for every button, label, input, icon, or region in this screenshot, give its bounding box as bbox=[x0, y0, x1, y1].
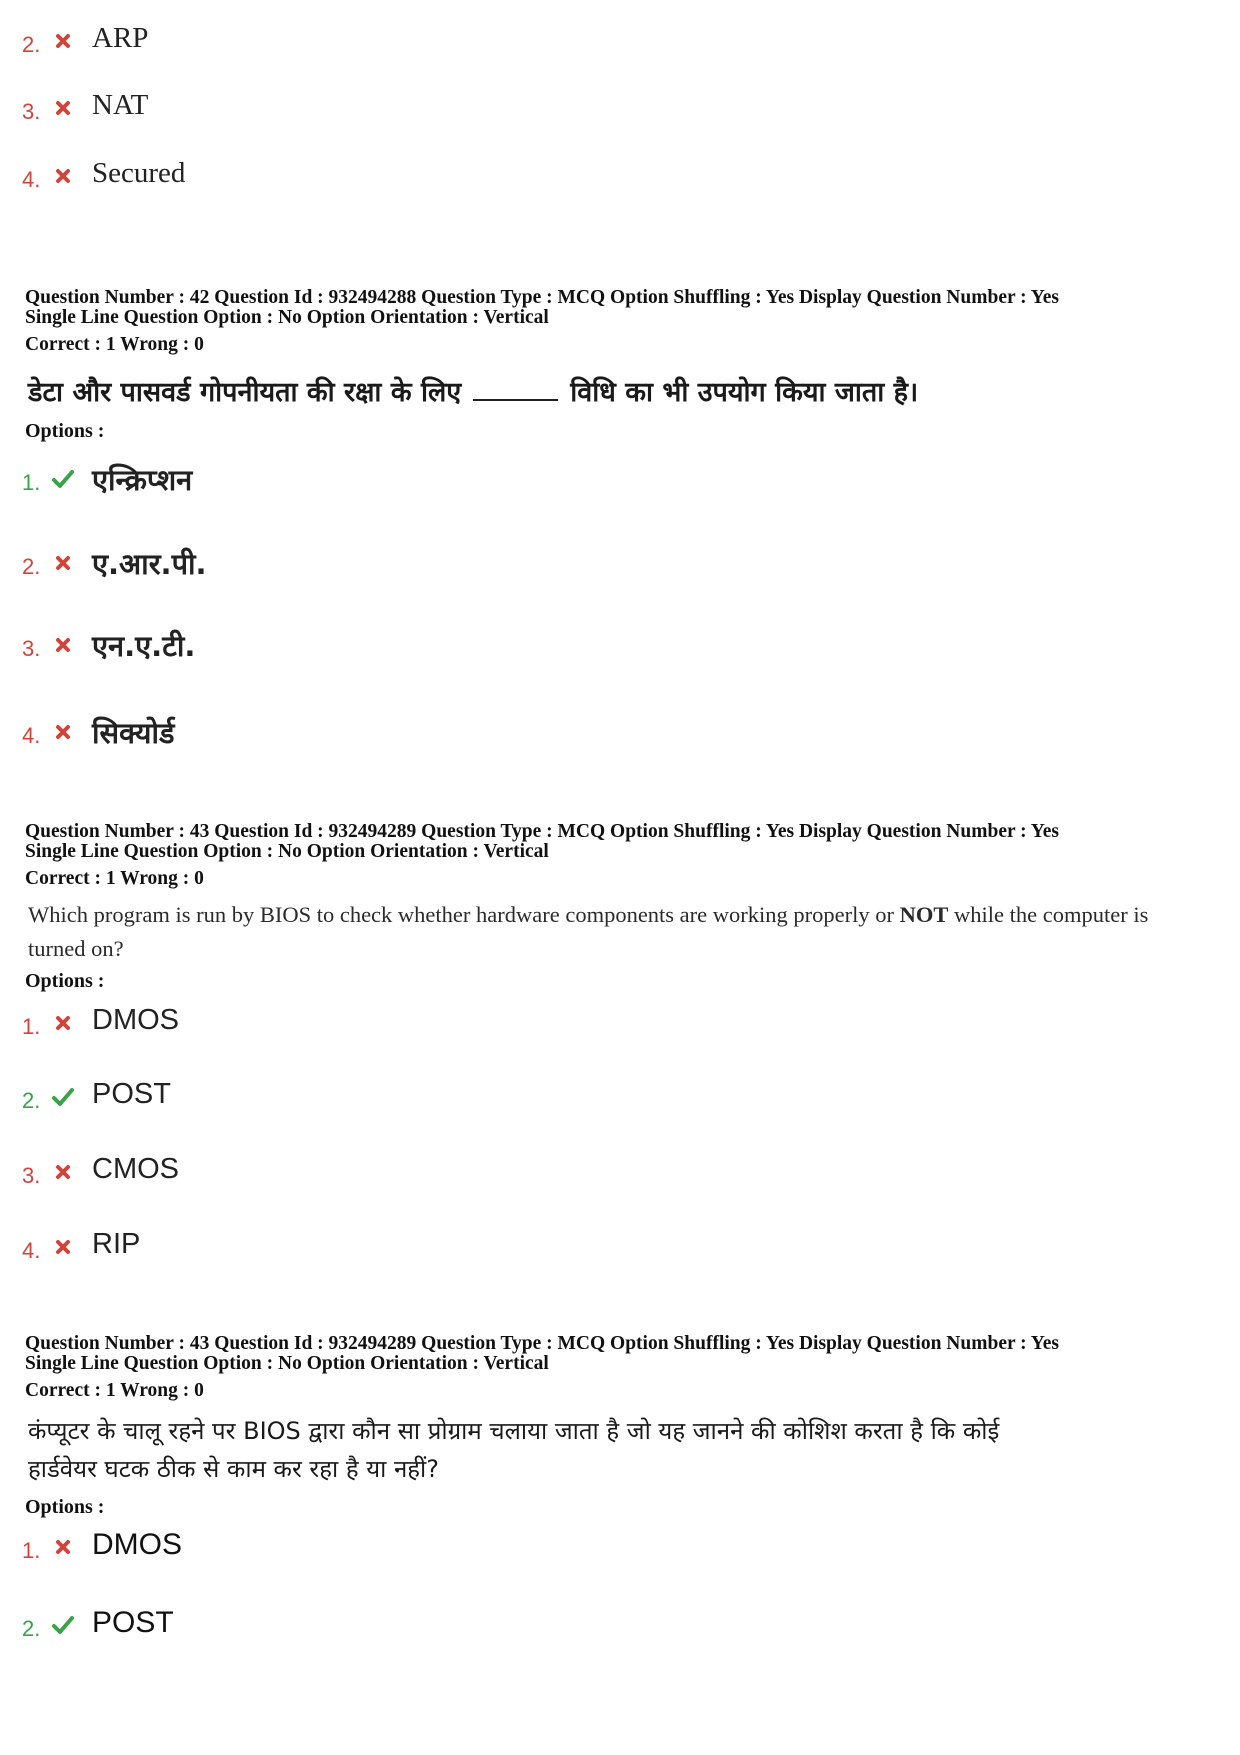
option-number: 4. bbox=[22, 167, 41, 192]
option-text: CMOS bbox=[92, 1153, 179, 1185]
blank-line bbox=[473, 377, 558, 401]
cross-icon bbox=[50, 95, 76, 121]
options-label: Options : bbox=[25, 970, 105, 992]
option-text: DMOS bbox=[92, 1004, 179, 1036]
score-line: Correct : 1 Wrong : 0 bbox=[25, 334, 204, 355]
option-text: DMOS bbox=[92, 1528, 182, 1561]
cross-icon bbox=[50, 632, 76, 658]
option-number: 4. bbox=[22, 723, 41, 748]
cross-icon bbox=[50, 163, 76, 189]
question-part: डेटा और पासवर्ड गोपनीयता की रक्षा के लिए bbox=[28, 377, 462, 408]
option-text: एन्क्रिप्शन bbox=[92, 463, 193, 497]
question-text bbox=[28, 898, 1148, 966]
check-icon bbox=[50, 466, 76, 492]
option-text: ए.आर.पी. bbox=[92, 547, 207, 581]
question-emphasis: NOT bbox=[899, 902, 949, 927]
options-label: Options : bbox=[25, 420, 105, 442]
meta-line: Question Number : 42 Question Id : 932494288 Question Type : MCQ Option Shuffling : Yes Display Question Number : Yes bbox=[25, 287, 1059, 308]
option-number: 3. bbox=[22, 1163, 41, 1188]
question-part: कंप्यूटर के चालू रहने पर BIOS द्वारा कौन सा प्रोग्राम चलाया जाता है जो यह जानने की कोशिश करता है कि कोई bbox=[28, 1417, 1000, 1445]
option-text: सिक्योर्ड bbox=[92, 716, 175, 750]
score-line: Correct : 1 Wrong : 0 bbox=[25, 1380, 204, 1401]
option-text: POST bbox=[92, 1078, 171, 1110]
cross-icon bbox=[50, 28, 76, 54]
meta-line: Single Line Question Option : No Option Orientation : Vertical bbox=[25, 841, 549, 862]
option-text: ARP bbox=[92, 22, 149, 54]
score-line: Correct : 1 Wrong : 0 bbox=[25, 868, 204, 889]
option-text: एन.ए.टी. bbox=[92, 629, 196, 663]
option-text: NAT bbox=[92, 89, 149, 121]
cross-icon bbox=[50, 1234, 76, 1260]
cross-icon bbox=[50, 1534, 76, 1560]
option-number: 2. bbox=[22, 1088, 41, 1113]
meta-line: Single Line Question Option : No Option Orientation : Vertical bbox=[25, 307, 549, 328]
option-number: 3. bbox=[22, 636, 41, 661]
check-icon bbox=[50, 1612, 76, 1638]
meta-line: Single Line Question Option : No Option Orientation : Vertical bbox=[25, 1353, 549, 1374]
question-part: हार्डवेयर घटक ठीक से काम कर रहा है या नहीं? bbox=[28, 1455, 439, 1483]
question-text bbox=[28, 372, 918, 409]
option-text: POST bbox=[92, 1606, 174, 1639]
options-label: Options : bbox=[25, 1496, 105, 1518]
question-part: while the computer is bbox=[948, 902, 1149, 927]
check-icon bbox=[50, 1084, 76, 1110]
question-meta bbox=[25, 822, 1059, 889]
meta-line: Question Number : 43 Question Id : 932494289 Question Type : MCQ Option Shuffling : Yes Display Question Number : Yes bbox=[25, 1333, 1059, 1354]
question-meta bbox=[25, 288, 1059, 355]
question-part: turned on? bbox=[28, 936, 124, 961]
cross-icon bbox=[50, 719, 76, 745]
question-part: विधि का भी उपयोग किया जाता है। bbox=[570, 377, 919, 408]
question-text bbox=[28, 1412, 999, 1488]
option-number: 2. bbox=[22, 554, 41, 579]
option-text: RIP bbox=[92, 1228, 141, 1260]
option-number: 4. bbox=[22, 1238, 41, 1263]
option-text: Secured bbox=[92, 157, 186, 189]
question-meta bbox=[25, 1334, 1059, 1401]
option-number: 1. bbox=[22, 1014, 41, 1039]
option-number: 1. bbox=[22, 470, 41, 495]
option-number: 1. bbox=[22, 1538, 41, 1563]
option-number: 3. bbox=[22, 99, 41, 124]
option-number: 2. bbox=[22, 32, 41, 57]
cross-icon bbox=[50, 1010, 76, 1036]
question-part: Which program is run by BIOS to check whether hardware components are working properly or bbox=[28, 902, 900, 927]
cross-icon bbox=[50, 550, 76, 576]
meta-line: Question Number : 43 Question Id : 932494289 Question Type : MCQ Option Shuffling : Yes Display Question Number : Yes bbox=[25, 821, 1059, 842]
cross-icon bbox=[50, 1159, 76, 1185]
option-number: 2. bbox=[22, 1616, 41, 1641]
